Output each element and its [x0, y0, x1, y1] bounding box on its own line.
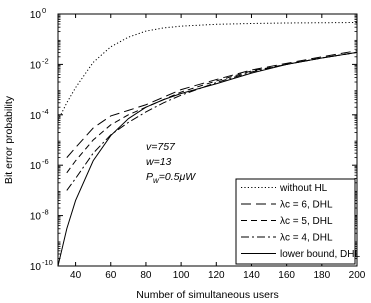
x-tick-label: 80: [140, 270, 152, 281]
y-tick-exponent: 0: [42, 6, 47, 15]
legend-label: λc = 5, DHL: [280, 216, 333, 227]
legend-label: without HL: [280, 183, 328, 194]
annotation-pw-suffix: =0.5μW: [158, 171, 196, 183]
series-line-1: [67, 51, 357, 158]
y-tick-exponent: -6: [42, 157, 49, 167]
annotation-w: w=13: [146, 156, 172, 168]
annotation-v: v=757: [146, 141, 175, 153]
x-tick-label: 140: [243, 270, 260, 281]
y-tick-label: 10: [29, 60, 41, 72]
series-line-3: [67, 52, 357, 190]
annotation-block: [146, 141, 196, 185]
y-tick-exponent: -8: [42, 207, 49, 217]
legend-label: λc = 4, DHL: [280, 232, 333, 244]
x-tick-labels: [70, 270, 366, 281]
x-tick-label: 180: [313, 270, 331, 281]
y-tick-label: 10: [29, 10, 41, 21]
y-axis-label: Bit error probability: [3, 95, 15, 185]
x-tick-label: 160: [278, 270, 295, 281]
x-axis-label: Number of simultaneous users: [136, 289, 279, 301]
legend: [236, 179, 360, 264]
x-tick-label: 60: [105, 270, 117, 281]
annotation-pw-sub: w: [153, 176, 159, 185]
x-tick-label: 40: [70, 270, 82, 281]
x-tick-label: 100: [172, 270, 190, 281]
legend-label: lower bound, DHL: [280, 249, 361, 260]
y-tick-label: 10: [29, 161, 41, 173]
y-tick-label: 10: [29, 110, 41, 122]
y-tick-exponent: -10: [42, 258, 53, 267]
annotation-pw-prefix: P: [146, 171, 154, 183]
annotation-pw: [146, 171, 196, 185]
legend-label: λc = 6, DHL: [280, 199, 333, 211]
series-line-2: [67, 52, 357, 172]
y-tick-exponent: -2: [42, 56, 49, 66]
series-line-0: [58, 23, 357, 121]
x-tick-label: 120: [207, 270, 225, 281]
y-tick-label: 10: [29, 262, 41, 273]
x-tick-label: 200: [348, 270, 366, 281]
y-tick-label: 10: [29, 211, 41, 223]
y-tick-labels: [30, 6, 53, 273]
y-tick-exponent: -4: [42, 106, 49, 116]
